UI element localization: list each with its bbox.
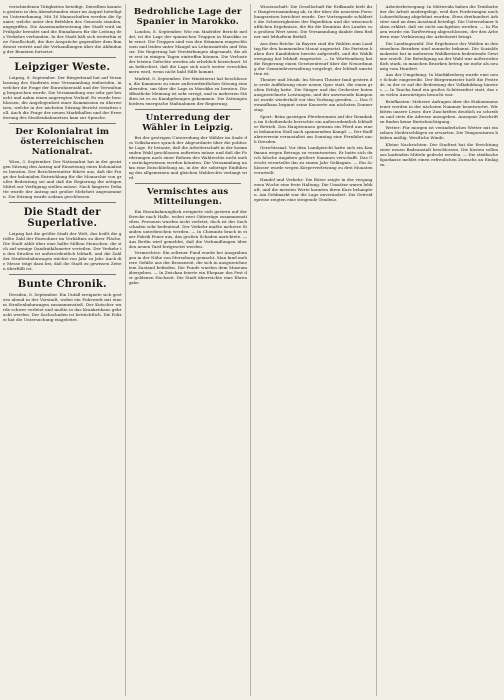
article-body: [254, 41, 373, 76]
article-body: [254, 145, 373, 175]
paragraph: Bei der gestrigen Unterredung der Wähler im Saale des Volkshauses sprach der Abgeordnete über die politische Lage. Er betonte, daß die Arbeiterschaft in der kommenden Wahl geschlossen auftreten müsse und daß die Forderungen nach einer Reform des Wahlrechts nicht mehr zurückgewiesen werden könnten. Die Versammlung nahm eine Entschließung an, in der die sofortige Einführung des allgemeinen und gleichen Wahlrechts verlangt wird.: [128, 134, 247, 180]
article-body: [380, 4, 499, 39]
article-body: [129, 76, 248, 106]
divider: [9, 274, 116, 275]
column-1: [3, 4, 126, 696]
article-body: [254, 4, 373, 39]
article-body: [3, 292, 122, 322]
headline-leipzig-west: Leipziger Weste.: [14, 62, 111, 73]
paragraph: Leipzig, 8. September. Der Bürgerbund hat auf Veranlassung des Stadtrats eine Versammlung einberufen, in welcher die Frage der Einwohnerzahl und der Verwaltung besprochen wurde. Die Versammlung war sehr gut besucht und nahm einen angeregten Verlauf. Es wurde beschlossen, die Angelegenheit einer Kommission zu überweisen, welche in der nächsten Sitzung Bericht erstatten soll. Auch die Frage der neuen Markthallen und der Erweiterung des Straßenbahnnetzes kam zur Sprache.: [3, 75, 122, 120]
paragraph: Arbeiterbewegung: In Mittweida haben die Textilarbeiter die Arbeit niedergelegt, weil ihre Forderungen nach Lohnerhöhung abgelehnt wurden. Etwa dreihundert Arbeiter sind an dem Ausstand beteiligt. Die Unternehmer haben erklärt, daß sie nicht nachgeben werden. — In Plauen wurde ein Tarifvertrag abgeschlossen, der den Arbeitern eine Verkürzung der Arbeitszeit bringt.: [379, 4, 498, 39]
paragraph: Vermischtes: Ein seltener Fund wurde bei Ausgrabungen in der Nähe von Merseburg gemacht. Man fand mehrere Gefäße aus der Bronzezeit, die sich in ausgezeichnetem Zustand befinden. Die Funde wurden dem Museum übergeben. — In Zwickau feierte ein Ehepaar das Fest der goldenen Hochzeit. Die Stadt überreichte eine Ehrengabe.: [128, 250, 247, 285]
article-body: [254, 114, 373, 144]
article-body: [380, 41, 499, 71]
paragraph: Die Landtagswahl: Die Ergebnisse der Wahlen in den einzelnen Bezirken sind nunmehr bekannt. Die Sozialdemokratie hat in mehreren Wahlkreisen bedeutende Gewinne erzielt. Die Beteiligung an der Wahl war außerordentlich stark, in manchen Bezirken betrug sie mehr als neunzig vom Hundert.: [379, 40, 498, 71]
column-4: [380, 4, 502, 696]
divider: [135, 183, 242, 184]
divider: [135, 109, 242, 110]
article-body: [3, 4, 122, 54]
paragraph: Ein Eisenbahnunglück ereignete sich gestern auf der Strecke nach Halle, wobei zwei Güterzüge zusammenstießen. Personen wurden nicht verletzt, doch ist der Sachschaden sehr bedeutend. Der Verkehr mußte mehrere Stunden unterbrochen werden. — In Chemnitz brach in einer Fabrik Feuer aus, das großen Schaden anrichtete. — Aus Berlin wird gemeldet, daß die Verhandlungen über den neuen Tarif fortgesetzt werden.: [128, 208, 247, 249]
divider: [9, 202, 116, 203]
divider: [9, 123, 116, 124]
paragraph: Madrid, 8. September. Der Ministerrat hat beschlossen, die Kammern zu einer außerordentlichen Sitzung einzuberufen, um über die Lage in Marokko zu beraten. Die öffentliche Meinung ist sehr erregt, und in mehreren Städten ist es zu Kundgebungen gekommen. Die Zeitungen fordern energische Maßnahmen der Regierung.: [128, 75, 247, 106]
headline-marokko: Bedrohliche Lage der Spanier in Marokko.: [133, 7, 242, 27]
paragraph: Leipzig hat die größte Stadt der Welt, das heißt die größte Zahl der Einwohner im Verhältnis zu ihrer Fläche. Die Stadt zählt über eine halbe Million Menschen, die sich auf wenige Quadratkilometer verteilen. Der Verkehr in den Straßen ist außerordentlich lebhaft, und die Zahl der Straßenbahnwagen wächst von Jahr zu Jahr. Auch die Messe trägt dazu bei, daß die Stadt zu gewissen Zeiten überfüllt ist.: [3, 231, 122, 271]
paragraph: Wien, 3. September. Der Nationalrat hat in der gestrigen Sitzung den Antrag auf Einsetzung eines Kolonialrates beraten. Der Berichterstatter führte aus, daß die Frage der kolonialen Entwicklung für die Monarchie von großer Bedeutung sei und daß die Regierung die nötigen Mittel zur Verfügung stellen müsse. Nach längerer Debatte wurde der Antrag mit großer Mehrheit angenommen. Die Sitzung wurde sodann geschlossen.: [3, 159, 122, 199]
paragraph: Dresden, 8. September. Ein Unfall ereignete sich gestern abend in der Vorstadt, wobei ein Fuhrwerk mit einem Straßenbahnwagen zusammenstieß. Der Kutscher wurde schwer verletzt und mußte in das Krankenhaus gebracht werden. Der Sachschaden ist beträchtlich. Die Polizei hat die Untersuchung eingeleitet.: [3, 292, 122, 322]
article-body: [380, 72, 499, 97]
paragraph: Wetter: Für morgen ist veränderliches Wetter mit einzelnen Niederschlägen zu erwarten. Die Temperaturen bleiben mäßig. Westliche Winde.: [379, 125, 498, 140]
paragraph: Gerichtssaal: Vor dem Landgericht hatte sich ein Kaufmann wegen Betrugs zu verantworten. Er hatte sich durch falsche Angaben größere Summen verschafft. Das Gericht verurteilte ihn zu einem Jahr Gefängnis. — Ein Schlosser wurde wegen Körperverletzung zu drei Monaten verurteilt.: [254, 145, 373, 175]
paragraph: Aus der Umgebung: In Markkleeberg wurde eine neue Schule eingeweiht. Der Bürgermeister hielt die Festrede, in der er auf die Bedeutung der Volksbildung hinwies. — In Taucha fand ein großes Schützenfest statt, das von vielen Auswärtigen besucht war.: [379, 72, 498, 97]
headline-stadt: Die Stadt der Superlative.: [23, 207, 101, 229]
divider: [9, 57, 116, 58]
article-body: [3, 231, 122, 271]
article-body: [380, 99, 499, 124]
paragraph: Kleine Nachrichten: Der Stadtrat hat die Errichtung einer neuen Badeanstalt beschlossen. Die Kosten sollen aus laufenden Mitteln gedeckt werden. — Die städtische Sparkasse meldet einen erfreulichen Zuwachs an Einlagen.: [379, 141, 498, 167]
headline-kolonialrat: Der Kolonialrat im österreichischen Nationalrat.: [15, 127, 110, 157]
paragraph: Briefkasten: Mehrere Anfragen über die Einkommensteuer werden in der nächsten Nummer beantwortet. Wir bitten unsere Leser, ihre Zuschriften deutlich zu schreiben und stets die Adresse anzugeben. Anonyme Zuschriften finden keine Berücksichtigung.: [379, 98, 498, 124]
article-body: [254, 177, 373, 202]
article-body: [380, 142, 499, 167]
paragraph: Aus dem Reiche: In Bayern sind die Wahlen zum Landtag für den kommenden Monat angesetzt. Die Parteien haben ihre Kandidaten bereits aufgestellt, und die Wahlbewegung hat lebhaft eingesetzt. — In Württemberg hat die Regierung einen Gesetzentwurf über die Neuordnung der Gemeindeverwaltung vorgelegt, der lebhaft umstritten ist.: [254, 40, 373, 76]
article-body: [129, 135, 248, 180]
paragraph: London, 8. September. Wie ein Madrider Bericht meldet, ist die Lage der spanischen Truppen in Marokko sehr ernst. Die Truppen sind von den Stämmen eingeschlossen und leiden unter Mangel an Lebensmitteln und Wasser. Die Regierung hat Verstärkungen abgesandt, die aber erst in einigen Tagen eintreffen können. Die Verluste der letzten Gefechte werden als erheblich bezeichnet. Man befürchtet, daß die Lage sich noch weiter verschlimmern wird, wenn nicht bald Hilfe kommt.: [128, 29, 247, 74]
paragraph: Theater und Musik: Im Neuen Theater fand gestern die erste Aufführung einer neuen Oper statt, die einen großen Erfolg hatte. Die Sänger und das Orchester boten ausgezeichnete Leistungen, und der anwesende Komponist wurde wiederholt vor den Vorhang gerufen. — Das Gewandhaus beginnt seine Konzerte am nächsten Donnerstag.: [254, 77, 373, 112]
article-body: [254, 77, 373, 112]
column-3: [254, 4, 377, 696]
article-body: [3, 75, 122, 120]
article-body: [380, 125, 499, 140]
article-body: [129, 250, 248, 285]
paragraph: Sport: Beim gestrigen Pferderennen auf der Rennbahn im Scheibenholz herrschte ein außerordentlich lebhafter Betrieb. Das Hauptrennen gewann ein Pferd aus einem bekannten Stall nach spannendem Kampf. — Der Radfahrerverein veranstaltet am Sonntag eine Fernfahrt nach Dresden.: [254, 113, 373, 144]
article-body: [3, 159, 122, 199]
paragraph: Wissenschaft: Die Gesellschaft für Erdkunde hielt ihre Hauptversammlung ab, in der über die neuesten Forschungsreisen berichtet wurde. Der Vortragende schilderte die Schwierigkeiten der Expedition und die wissenschaftlichen Ergebnisse, die für die Kenntnis des Landes von großem Wert seien. Die Versammlung dankte dem Redner mit lebhaftem Beifall.: [254, 4, 373, 39]
paragraph: Handel und Verkehr: Die Börse zeigte in der vergangenen Woche eine feste Haltung. Die Umsätze waren lebhaft, und die meisten Werte konnten ihren Kurs behaupten. Am Geldmarkt war die Lage unverändert. Die Getreidepreise zeigten eine steigende Tendenz.: [254, 176, 373, 202]
column-grid: [3, 4, 501, 696]
article-body: [129, 209, 248, 249]
article-body: [129, 29, 248, 74]
paragraph: verschiedenen Tätigkeiten beteiligt. Dieselben konnten gestern in den Abendstunden einer im August beteiligten Unternehmung. Mit 16 Mannschaften werden die Spanier, welche unter den Befehlen des Generals standen, angegriffen. Die Auseinandersetzung der Stadt wird im Frühjahr beendet und die Einnahmen für die Leitung des Verkehrs verbunden. In der Stadt hält sich weiterhin eine Gesellschaft, die ihre Ansprüche gegenüber dem Bundesrat vertritt und die Verhandlungen über die Abfindung der Beamten fortsetzt.: [3, 4, 122, 54]
headline-unterredung: Unterredung der Wähler in Leipzig.: [142, 112, 234, 133]
headline-vermischtes: Vermischtes aus Mitteilungen.: [147, 186, 229, 207]
headline-chronik: Bunte Chronik.: [17, 279, 107, 290]
column-2: [129, 4, 252, 696]
